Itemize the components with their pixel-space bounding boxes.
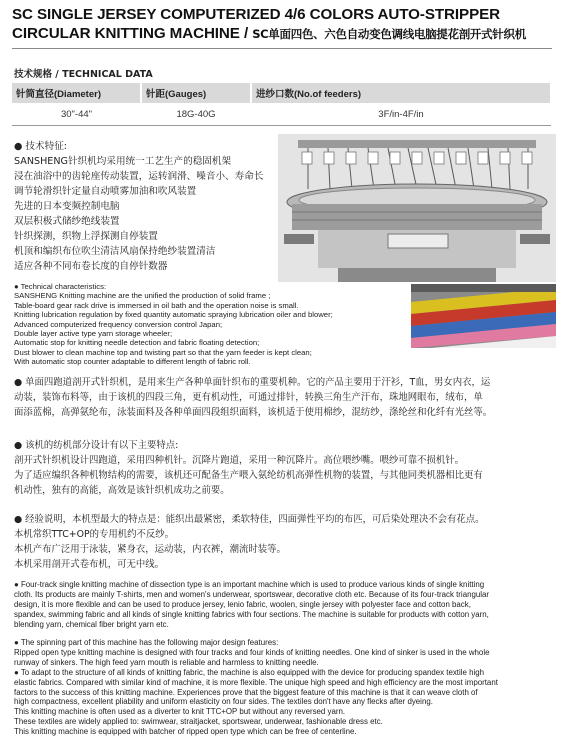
cn-feature-line: 先进的日本变频控制电脑 xyxy=(14,201,120,212)
paragraph-line: 本机采用剖开式卷布机，可无中线。 xyxy=(14,559,165,570)
paragraph-line: 剖开式针织机设计四跑道，采用四种机针。沉降片跑道，采用一种沉降片。高位喂纱嘴。喂纱可靠不损机针。 xyxy=(14,455,465,466)
en-feature-line: Knitting lubrication regulation by fixed quantity automatic spraying lubrication oiler and blower; xyxy=(14,310,333,320)
en-feature-line: Double layer active type yarn storage wheeler; xyxy=(14,329,173,339)
spec-header-feeders: 进纱口数(No.of feeders) xyxy=(251,83,551,103)
paragraph-line: ● To adapt to the structure of all kinds of knitting fabric, the machine is also equipped with the device for producing spandex textile high xyxy=(14,667,485,677)
paragraph-line: These textiles are widely applied to: swimwear, straitjacket, sportswear, underwear, fashionable dress etc. xyxy=(14,717,383,727)
en-feature-line: ● Technical characteristics: xyxy=(14,282,107,291)
cn-feature-line: 机顶和编织布位吹尘清洁风扇保持绝纱装置清洁 xyxy=(14,246,216,257)
spec-value-row xyxy=(12,103,551,126)
cn-feature-line: SANSHENG针织机均采用统一工艺生产的稳固机架 xyxy=(14,156,232,167)
spec-header-gauges: 针距(Gauges) xyxy=(141,83,251,103)
paragraph-line: factors to the success of this knitting machine. Experiences prove that the biggest feature of this machine is that it can weave cloth of xyxy=(14,687,478,697)
paragraph-line: This knitting machine is often used as a diverter to knit TTC+OP but without any reversed yarn. xyxy=(14,707,346,717)
spec-value-gauges: 18G-40G xyxy=(141,103,251,126)
spec-section-title: 技术规格 / TECHNICAL DATA xyxy=(14,69,153,80)
spec-value-diameter: 30"-44" xyxy=(12,103,141,126)
cn-paragraph-1 xyxy=(14,375,554,420)
en-features xyxy=(14,282,414,367)
en-feature-line: Advanced computerized frequency conversion control Japan; xyxy=(14,319,223,329)
paragraph-line: 本机产布广泛用于泳装，紧身衣，运动装，内衣裤，潮流时装等。 xyxy=(14,544,286,555)
paragraph-line: runway of sinkers. The high feed yarn mouth is reliable and harmless to knitting needle. xyxy=(14,657,319,667)
title-line-1: SC SINGLE JERSEY COMPUTERIZED 4/6 COLORS AUTO-STRIPPER xyxy=(12,6,500,23)
cn-feature-line: 针织探测，织物上浮探测自停装置 xyxy=(14,231,158,242)
paragraph-line: 动装，装饰布料等，由于该机的四段三角，更有机动性，可通过排针，转换三角生产汗布，珠地网眼布，绒布，单 xyxy=(14,392,483,403)
spec-header-row xyxy=(12,83,551,103)
cn-feature-line: ● 技术特征: xyxy=(14,141,68,152)
page-title xyxy=(12,5,557,44)
paragraph-line: 本机常织TTC+OP的专用机约不反纱。 xyxy=(14,529,175,540)
cn-paragraph-2 xyxy=(14,438,554,498)
paragraph-line: spandex, swimming fabric and all kinds of single knitting fabrics with four sections. The machine is suitable for products with cotton yarn, xyxy=(14,609,489,619)
title-divider xyxy=(12,48,552,49)
spec-header-diameter: 针筒直径(Diameter) xyxy=(12,83,141,103)
en-feature-line: SANSHENG Knitting machine are the unified the production of solid frame ; xyxy=(14,291,271,301)
paragraph-line: elastic fabrics. Compared with similar kind of machine, it is more flexible. The unique high speed and high efficiency are the most important xyxy=(14,677,498,687)
cn-feature-line: 调节轮滑织针定量自动喷雾加油和吹风装置 xyxy=(14,186,197,197)
striped-fabric-image xyxy=(411,284,556,348)
spec-table xyxy=(12,83,552,126)
paragraph-line: ● 该机的纺机部分设计有以下主要特点: xyxy=(14,440,179,451)
en-paragraph-2 xyxy=(14,638,554,737)
cn-feature-line: 适应各种不同布卷长度的自停针数器 xyxy=(14,261,168,272)
en-feature-line: Table-board gear rack drive is immersed in oil bath and the operation noise is small. xyxy=(14,300,299,310)
cn-features xyxy=(14,139,264,274)
paragraph-line: ● Four-track single knitting machine of dissection type is an important machine which is used to produce various kinds of single knitting xyxy=(14,580,485,589)
en-feature-line: Dust blower to clean machine top and twisting part so that the yarn feeder is kept clean; xyxy=(14,347,312,357)
paragraph-line: design, it is more flexible and can be used to produce jersey, lenio fabric, woolen, single jersey with polyester face and cotton back, xyxy=(14,599,471,609)
paragraph-line: high compactness, excellent pliability and uniform elasticity on four sides. The textiles don't have any flecks after dyeing. xyxy=(14,697,433,707)
paragraph-line: ● 经验说明，本机型最大的特点是：能织出最紧密，柔软特佳，四面弹性平均的布匹，可后染处理决不会有花点。 xyxy=(14,514,485,525)
paragraph-line: ● 单面四跑道剖开式针织机，是用来生产各种单面针织布的重要机种。它的产品主要用于汗衫，T血，男女内衣，运 xyxy=(14,377,491,388)
paragraph-line: 机动性，独有的高能，高效是该针织机成功之前要。 xyxy=(14,485,230,496)
spec-value-feeders: 3F/in-4F/in xyxy=(251,103,551,126)
paragraph-line: This knitting machine is equipped with batcher of ripped open type which can be free of centerline. xyxy=(14,727,357,737)
paragraph-line: blending yarn, chemical fiber bright yarn etc. xyxy=(14,619,169,629)
en-paragraph-1 xyxy=(14,580,554,630)
paragraph-line: 面添蓝棉，高弹氨纶布，泳装面料及各种单面四段组织面料，该机适于使用棉纱，混纺纱，涤纶丝和化纤有光丝等。 xyxy=(14,407,493,418)
paragraph-line: Ripped open type knitting machine is designed with four tracks and four kinds of knitting needles. One kind of sinker is used in the whole xyxy=(14,647,490,657)
en-feature-line: With automatic stop counter adaptable to different length of fabric roll. xyxy=(14,357,251,367)
paragraph-line: ● The spinning part of this machine has the following major design features: xyxy=(14,638,279,647)
paragraph-line: cloth. Its products are mainly T-shirts, men and women's underwear, sportswear, decorative cloth etc. Because of its four-track triangular xyxy=(14,589,490,599)
paragraph-line: 为了适应编织各种机物结构的需要，该机还可配备生产喂入氨纶纺机高弹性机物的装置，与其他同类机器相比更有 xyxy=(14,470,483,481)
title-line-2-cn: SC单面四色、六色自动变色调线电脑提花剖开式针织机 xyxy=(252,27,526,41)
cn-feature-line: 双层积极式储纱绝线装置 xyxy=(14,216,120,227)
cn-feature-line: 浸在油浴中的齿轮座传动装置，运转润滑、噪音小、寿命长 xyxy=(14,171,264,182)
title-line-2-en: CIRCULAR KNITTING MACHINE / xyxy=(12,25,253,42)
cn-paragraph-3 xyxy=(14,512,554,572)
en-feature-line: Automatic stop for knitting needle detection and fabric floating detection; xyxy=(14,338,260,348)
title-line-2 xyxy=(12,24,557,44)
knitting-machine-image xyxy=(278,134,556,282)
